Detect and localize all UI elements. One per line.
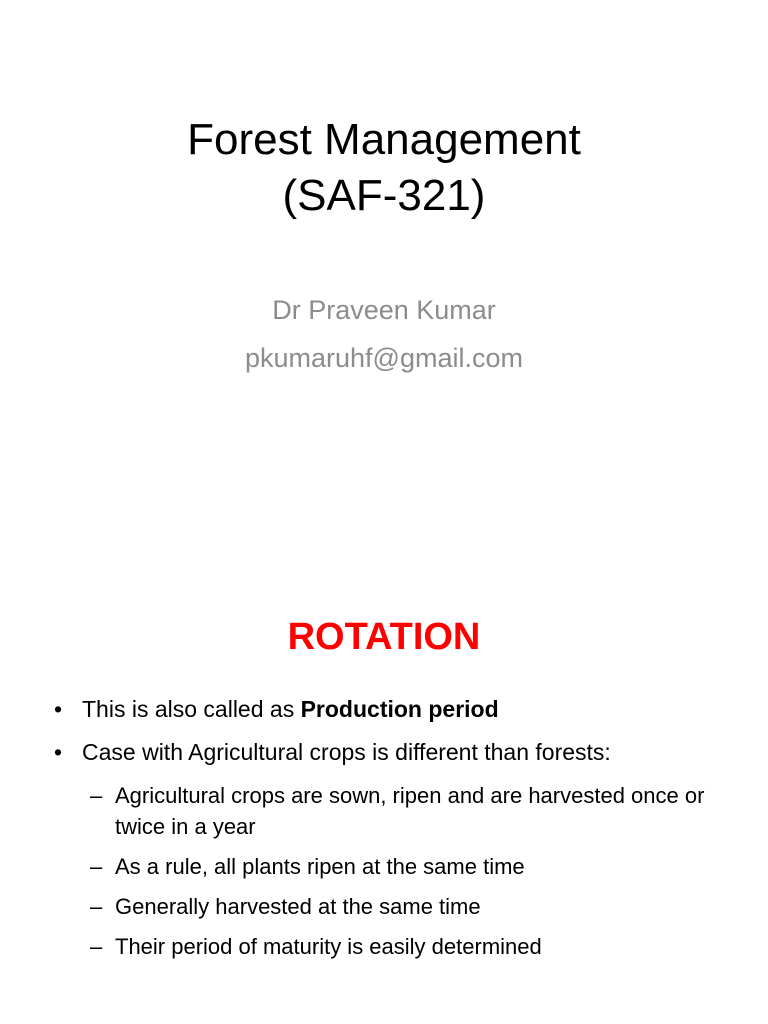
sub-bullet-marker: – xyxy=(90,783,103,808)
sub-bullet-marker: – xyxy=(90,894,103,919)
sub-bullet-container xyxy=(50,780,750,962)
sub-bullet-item xyxy=(90,780,750,842)
bullet-item-production-period xyxy=(50,694,750,724)
bullet-text: This is also called as xyxy=(82,696,301,722)
slide-subtitle xyxy=(0,286,768,382)
author-name: Dr Praveen Kumar xyxy=(272,295,496,325)
sub-bullet-item xyxy=(90,891,750,922)
section-heading: ROTATION xyxy=(287,616,481,658)
author-email: pkumaruhf@gmail.com xyxy=(244,343,523,373)
bullet-marker: • xyxy=(54,696,63,722)
bullet-marker: • xyxy=(54,739,63,765)
bullet-list xyxy=(50,694,750,971)
sub-bullet-marker: – xyxy=(90,854,103,879)
title-line-2: (SAF-321) xyxy=(282,171,486,220)
bullet-text: Case with Agricultural crops is different than forests: xyxy=(82,739,611,765)
sub-bullet-item xyxy=(90,931,750,962)
title-line-1: Forest Management xyxy=(187,115,581,164)
slide-title xyxy=(0,112,768,224)
sub-bullet-text: As a rule, all plants ripen at the same time xyxy=(115,854,525,879)
sub-bullet-text: Their period of maturity is easily determined xyxy=(115,934,542,959)
bullet-item-agricultural-crops xyxy=(50,737,750,767)
sub-bullet-text: Agricultural crops are sown, ripen and are harvested once or twice in a year xyxy=(115,783,705,839)
sub-bullet-marker: – xyxy=(90,934,103,959)
bullet-bold-text: Production period xyxy=(300,696,499,722)
sub-bullet-text: Generally harvested at the same time xyxy=(115,894,481,919)
sub-bullet-list xyxy=(50,780,750,962)
sub-bullet-item xyxy=(90,851,750,882)
